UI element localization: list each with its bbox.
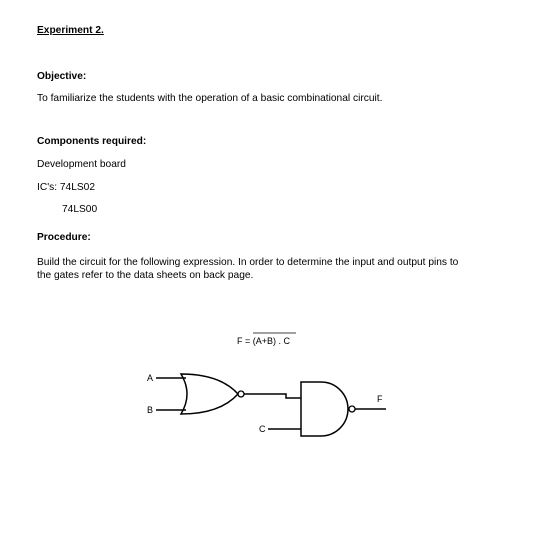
nand-inversion-bubble	[349, 406, 355, 412]
boolean-expression	[237, 336, 291, 346]
procedure-heading: Procedure:	[37, 232, 91, 243]
input-label-c: C	[259, 424, 266, 434]
expression-prefix: F =	[237, 336, 253, 346]
input-label-a: A	[147, 373, 154, 383]
procedure-text-line: the gates refer to the data sheets on back page.	[37, 270, 254, 281]
component-item: Development board	[37, 159, 126, 170]
output-label-f: F	[377, 394, 383, 404]
input-label-b: B	[147, 405, 154, 415]
wire-nor-to-nand	[244, 394, 301, 398]
components-heading: Components required:	[37, 136, 147, 147]
nand-gate-symbol	[301, 382, 348, 436]
component-item: 74LS00	[62, 204, 98, 215]
expression-overlined-term: (A+B)	[252, 336, 277, 346]
experiment-title: Experiment 2.	[37, 25, 104, 36]
nor-inversion-bubble	[238, 391, 244, 397]
objective-text: To familiarize the students with the operation of a basic combinational circuit.	[37, 93, 383, 104]
procedure-text-line: Build the circuit for the following expression. In order to determine the input and output pins to	[37, 257, 459, 268]
component-item: IC's: 74LS02	[37, 182, 96, 193]
objective-heading: Objective:	[37, 71, 87, 82]
nor-gate-symbol	[181, 374, 238, 414]
expression-suffix: . C	[276, 336, 291, 346]
